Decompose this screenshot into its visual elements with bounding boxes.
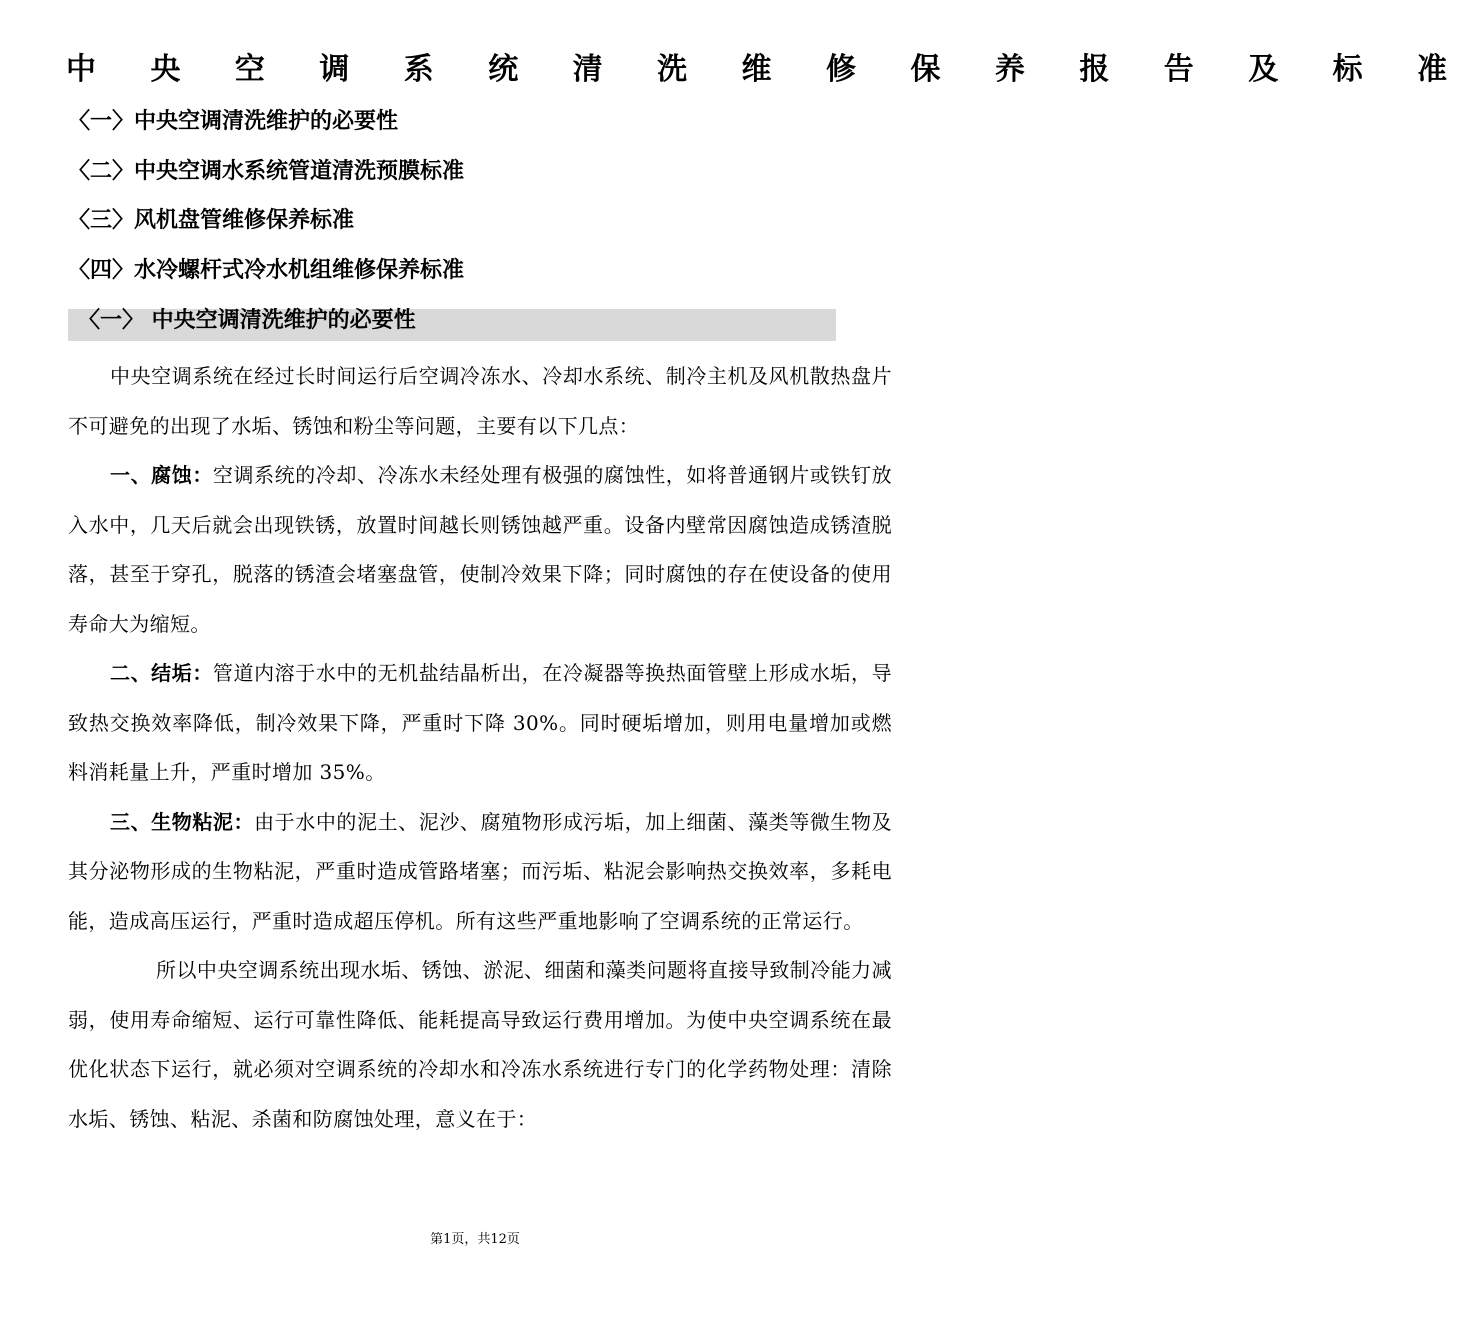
toc-item-3[interactable]: 〈三〉风机盘管维修保养标准 <box>68 208 355 233</box>
page-number: 第1页，共12页 <box>430 1232 520 1247</box>
table-of-contents <box>68 100 888 298</box>
point-scaling <box>68 649 892 798</box>
intro-paragraph: 中央空调系统在经过长时间运行后空调冷冻水、冷却水系统、制冷主机及风机散热盘片不可避免的出现了水垢、锈蚀和粉尘等问题，主要有以下几点： <box>68 364 892 438</box>
point-corrosion-text: 空调系统的冷却、冷冻水未经处理有极强的腐蚀性，如将普通钢片或铁钉放入水中，几天后就会出现铁锈，放置时间越长则锈蚀越严重。设备内壁常因腐蚀造成锈渣脱落，甚至于穿孔，脱落的锈渣会堵塞盘管，使制冷效果下降；同时腐蚀的存在使设备的使用寿命大为缩短。 <box>68 463 892 636</box>
point-corrosion <box>68 451 892 649</box>
point-scaling-lead: 二、结垢： <box>110 661 213 685</box>
document-title: 中 央 空 调 系 统 清 洗 维 修 保 养 报 告 及 标 准 <box>66 52 1469 87</box>
toc-item-4[interactable]: 〈四〉水冷螺杆式冷水机组维修保养标准 <box>68 257 465 283</box>
toc-item-2[interactable]: 〈二〉中央空调水系统管道清洗预膜标准 <box>68 158 465 184</box>
point-scaling-text: 管道内溶于水中的无机盐结晶析出，在冷凝器等换热面管壁上形成水垢，导致热交换效率降低，制冷效果下降，严重时下降 30%。同时硬垢增加，则用电量增加或燃料消耗量上升，严重时增加 35%。 <box>68 661 892 784</box>
point-biofouling-text: 由于水中的泥土、泥沙、腐殖物形成污垢，加上细菌、藻类等微生物及其分泌物形成的生物粘泥，严重时造成管路堵塞；而污垢、粘泥会影响热交换效率，多耗电能，造成高压运行，严重时造成超压停机。所有这些严重地影响了空调系统的正常运行。 <box>68 809 892 933</box>
toc-item-1[interactable]: 〈一〉中央空调清洗维护的必要性 <box>68 109 399 134</box>
point-biofouling <box>68 798 892 947</box>
conclusion-paragraph: 所以中央空调系统出现水垢、锈蚀、淤泥、细菌和藻类问题将直接导致制冷能力减弱，使用寿命缩短、运行可靠性降低、能耗提高导致运行费用增加。为使中央空调系统在最优化状态下运行，就必须对空调系统的冷却水和冷冻水系统进行专门的化学药物处理：清除水垢、锈蚀、粘泥、杀菌和防腐蚀处理，意义在于： <box>68 958 892 1131</box>
point-biofouling-lead: 三、生物粘泥： <box>110 809 255 834</box>
section-body <box>68 352 892 1144</box>
section-heading-text: 〈一〉 中央空调清洗维护的必要性 <box>78 308 416 333</box>
point-corrosion-lead: 一、腐蚀： <box>110 463 213 487</box>
section-heading <box>68 309 836 341</box>
